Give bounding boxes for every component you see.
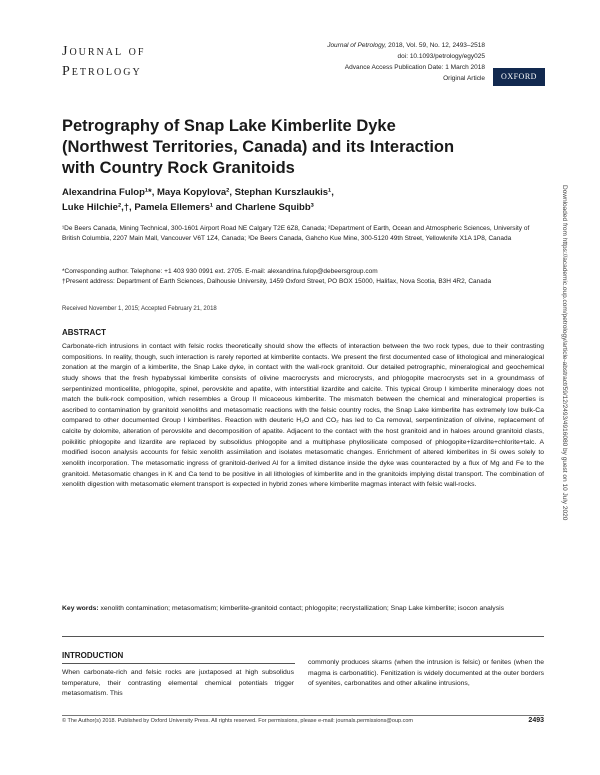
citation-block: [225, 40, 485, 84]
footer-divider: [62, 715, 544, 716]
introduction-rule: [62, 663, 295, 664]
journal-name: [62, 42, 145, 82]
intro-column-1: When carbonate-rich and felsic rocks are juxtaposed at high subsolidus temperature, their contrasting elemental chemical potentials trigger metasomatism. This: [62, 669, 294, 698]
download-sidebar[interactable]: Downloaded from https://academic.oup.com/petrology/article-abstract/59/12/2493/4916080 by guest on 10 July 2020: [561, 185, 568, 521]
keywords-label: Key words:: [62, 605, 99, 612]
section-divider: [62, 636, 544, 637]
page-number: 2493: [528, 717, 544, 724]
author-line-1: Alexandrina Fulop¹*, Maya Kopylova², Stephan Kurszlaukis¹,: [62, 187, 334, 198]
received-dates: Received November 1, 2015; Accepted February 21, 2018: [62, 306, 217, 312]
keywords-text: xenolith contamination; metasomatism; kimberlite-granitoid contact; phlogopite; recrystallization; Snap Lake kimberlite; isocon analysis: [98, 605, 505, 612]
abstract-heading: ABSTRACT: [62, 328, 106, 337]
intro-column-2: commonly produces skarns (when the intrusion is felsic) or fenites (when the magma is carbonatitic). Fenitization is widely documented at the outer borders of syenites, carbonatites and other alkaline intrusions,: [308, 659, 544, 688]
affiliations: ¹De Beers Canada, Mining Technical, 300-1601 Airport Road NE Calgary T2E 6Z8, Canada; ²Department of Earth, Ocean and Atmospheric Sciences, University of British Columbia, 2207 Main Mall, Vancouver V6T 1Z4, Canada; ³De Beers Canada, Gahcho Kue Mine, 300-5120 49th Street, Yellowknife X1A 1P8, Canada: [62, 225, 530, 243]
introduction-heading: INTRODUCTION: [62, 651, 124, 660]
corresponding-author: *Corresponding author. Telephone: +1 403 930 0991 ext. 2705. E-mail: alexandrina.fulop@debeersgroup.com: [62, 268, 378, 275]
present-address: †Present address: Department of Earth Sciences, Dalhousie University, 1459 Oxford Street, PO BOX 15000, Halifax, Nova Scotia, B3H 4R2, Canada: [62, 278, 492, 286]
citation-doi[interactable]: doi: 10.1093/petrology/egy025: [397, 53, 485, 60]
author-list: [62, 185, 482, 215]
citation-volume: 2018, Vol. 59, No. 12, 2493–2518: [386, 42, 485, 49]
abstract-text: Carbonate-rich intrusions in contact with felsic rocks theoretically should show the effects of interaction between the two rock types, due to their contrasting compositions. In reality, though, such interaction is rarely reported at kimberlite contacts. We present the first documented case of lithological and mineralogical zonation at the margin of a kimberlite, the Snap Lake dyke, in contact with the wall-rock granitoid. Our detailed petrographic, mineralogical and geochemical study shows that the fresh hypabyssal kimberlite consists of olivine macrocrysts and microcrysts, and phlogopite macrocrysts set in a groundmass of serpentinized monticellite, phlogopite, spinel, perovskite and apatite, with interstitial lizardite and calcite. This typical Group I kimberlite mineralogy does not match the bulk-rock composition, which resembles a Group II micaceous kimberlite. The mismatch between the chemical and mineralogical properties is ascribed to contamination by granitoid xenoliths and metasomatic reactions with the felsic country rocks, the Snap Lake kimberlite has extremely low bulk-Ca compared to other documented Group I kimberlites. Reaction with deuteric H₂O and CO₂ has led to Ca removal, serpentinization of olivine, replacement of calcite by dolomite, alteration of perovskite and decomposition of apatite. Adjacent to the contact with the host granitoid and in haloes around granitoid clasts, poikilitic phlogopite and lizardite are replaced by subsolidus phlogopite and a multiphase phyllosilicate composed of phlogopite+lizardite+chlorite+talc. A modified isocon analysis accounts for felsic xenolith assimilation and isolates metasomatic changes. Enrichment of altered kimberlites in Si owes solely to xenolith incorporation. The metasomatic ingress of granitoid-derived Al for a limited distance inside the dyke was counteracted by a flux of Mg and Fe to the granitoid. Metasomatic changes in K and Ca tend to be positive in all lithologies of kimberlite and in the granitoids implying distal transport. The combination of xenolith digestion with metasomatic element transport is expected in hybrid zones where kimberlite magmas interact with felsic wall-rocks.: [62, 343, 544, 489]
citation-line: [225, 40, 485, 51]
author-line-2: Luke Hilchie²,†, Pamela Ellemers¹ and Charlene Squibb³: [62, 202, 314, 213]
correspondence: [62, 267, 544, 288]
article-title: Petrography of Snap Lake Kimberlite Dyke (Northwest Territories, Canada) and its Interaction with Country Rock Granitoids: [62, 117, 455, 177]
citation-journal: Journal of Petrology,: [327, 42, 387, 49]
journal-name-line1: Journal of: [62, 44, 146, 59]
oxford-logo[interactable]: OXFORD: [493, 68, 545, 86]
keywords: [62, 604, 544, 615]
copyright-footer: © The Author(s) 2018. Published by Oxford University Press. All rights reserved. For permissions, please e-mail: journals.permissions@oup.com: [62, 718, 413, 724]
citation-type: Original Article: [443, 75, 485, 82]
journal-name-line2: Petrology: [62, 64, 142, 79]
citation-advance: Advance Access Publication Date: 1 March 2018: [344, 64, 485, 71]
